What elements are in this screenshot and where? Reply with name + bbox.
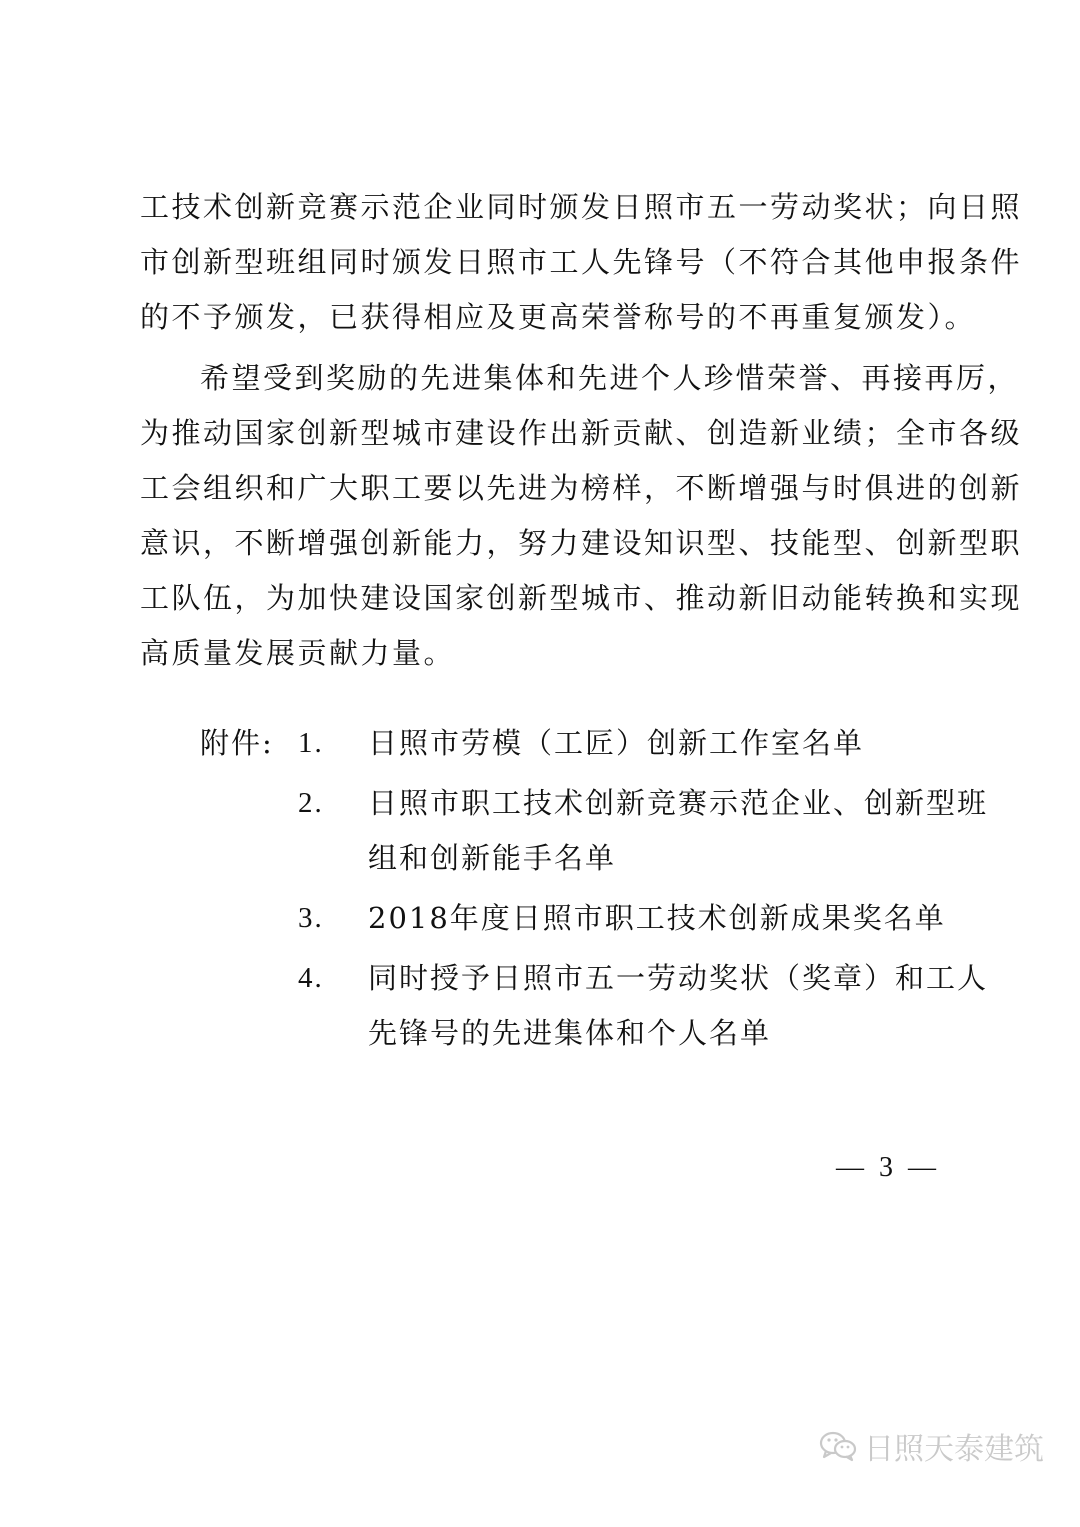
text-line: 希望受到奖励的先进集体和先进个人珍惜荣誉、再接再厉， [200, 361, 1020, 395]
attachment-number: 2. [298, 787, 324, 819]
attachment-title: 同时授予日照市五一劳动奖状（奖章）和工人 [368, 961, 989, 995]
text-line: 高质量发展贡献力量。 [140, 636, 456, 670]
text-line: 的不予颁发，已获得相应及更高荣誉称号的不再重复颁发）。 [140, 300, 977, 334]
attachment-number: 3. [298, 902, 324, 934]
watermark-text: 日照天泰建筑 [864, 1433, 1044, 1466]
text-line: 市创新型班组同时颁发日照市工人先锋号（不符合其他申报条件 [140, 245, 1023, 279]
text-line: 意识，不断增强创新能力，努力建设知识型、技能型、创新型职 [140, 526, 1023, 560]
text-line: 工队伍，为加快建设国家创新型城市、推动新旧动能转换和实现 [140, 581, 1023, 615]
watermark [818, 1426, 1044, 1466]
attachments-list [200, 716, 989, 1061]
body-text [140, 180, 1023, 681]
wechat-icon [818, 1429, 858, 1463]
attachment-item [200, 716, 940, 771]
attachment-title: 日照市职工技术创新竞赛示范企业、创新型班 [368, 786, 989, 820]
attachment-title: 组和创新能手名单 [368, 841, 617, 875]
attachment-title: 2018年度日照市职工技术创新成果奖名单 [368, 901, 946, 935]
attachment-number: 1. [298, 727, 324, 759]
attachment-item [200, 776, 989, 831]
text-line: 工会组织和广大职工要以先进为榜样，不断增强与时俱进的创新 [140, 471, 1023, 505]
page-number: — 3 — [836, 1152, 940, 1183]
attachment-title: 先锋号的先进集体和个人名单 [368, 1016, 772, 1050]
attachment-title: 日照市劳模（工匠）创新工作室名单 [368, 726, 865, 760]
attachment-item [200, 891, 946, 946]
attachment-item-continuation [200, 831, 940, 886]
attachments-label: 附件: [200, 726, 274, 760]
text-line: 工技术创新竞赛示范企业同时颁发日照市五一劳动奖状；向日照 [140, 190, 1023, 224]
text-line: 为推动国家创新型城市建设作出新贡献、创造新业绩；全市各级 [140, 416, 1023, 450]
attachment-item [200, 951, 989, 1006]
attachment-number: 4. [298, 962, 324, 994]
attachment-item-continuation [200, 1006, 940, 1061]
